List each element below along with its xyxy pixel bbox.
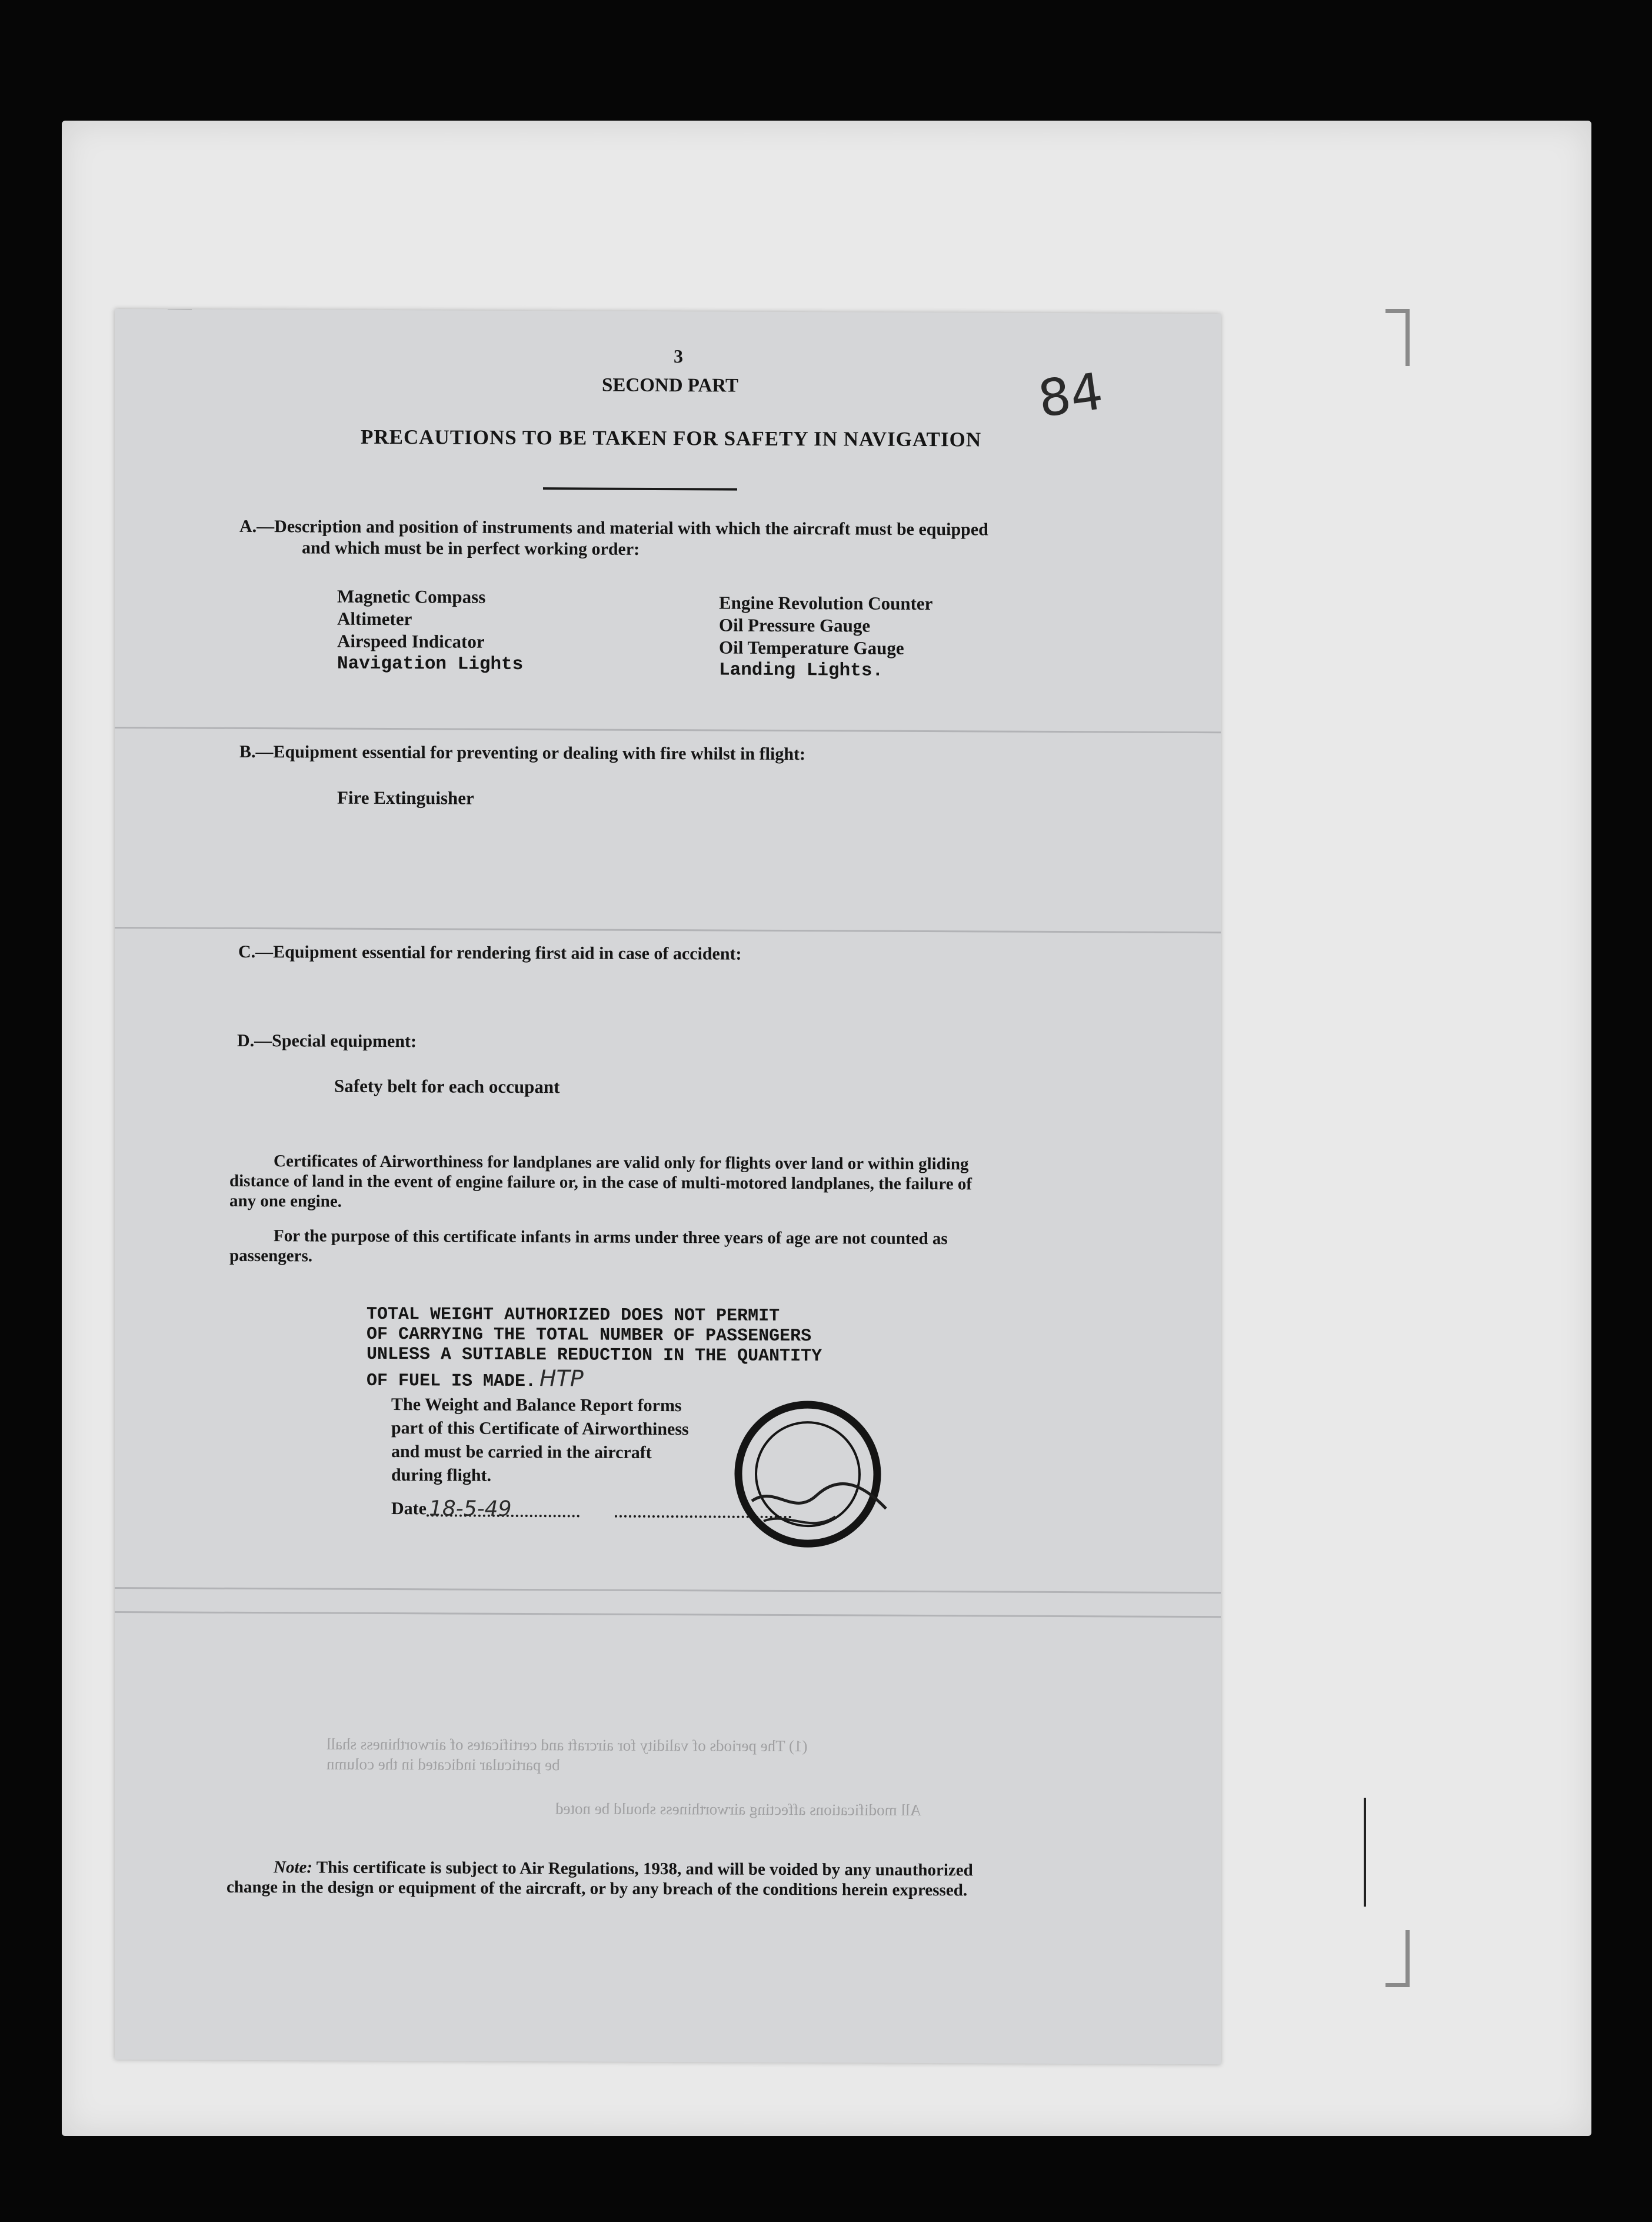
stamp-line: part of this Certificate of Airworthiness	[391, 1418, 689, 1439]
instrument-item: Oil Pressure Gauge	[719, 614, 871, 636]
page-number: 3	[674, 345, 683, 367]
section-d-item: Safety belt for each occupant	[334, 1075, 560, 1097]
date-field	[427, 1496, 579, 1521]
typed-instrument-item: Navigation Lights	[337, 653, 524, 676]
section-c-label: C.—Equipment essential for rendering first aid in case of accident:	[238, 942, 742, 964]
infants-paragraph	[229, 1226, 1106, 1270]
instrument-item: Engine Revolution Counter	[719, 592, 933, 614]
note-paragraph	[227, 1857, 1109, 1901]
fold-line	[115, 927, 1221, 933]
fold-line	[115, 727, 1221, 733]
typed-line: OF FUEL IS MADE.	[367, 1371, 537, 1392]
bleed-through-text: (1) The periods of validity for aircraft and certificates of airworthiness shall be particular indicated in the column All modifications affecting airworthiness should be noted	[327, 1735, 921, 1819]
section-d-label: D.—Special equipment:	[237, 1030, 417, 1052]
instrument-item: Magnetic Compass	[337, 586, 486, 607]
stamp-line: during flight.	[391, 1465, 492, 1485]
certificate-page	[115, 309, 1221, 2064]
note-line: This certificate is subject to Air Regulations, 1938, and will be voided by any unauthorized	[316, 1858, 973, 1880]
weight-balance-stamp	[391, 1393, 689, 1488]
handwritten-folio-number: 84	[1034, 362, 1107, 430]
fold-line	[115, 1611, 1221, 1618]
section-a-left-list	[337, 586, 523, 675]
section-b-label: B.—Equipment essential for preventing or dealing with fire whilst in flight:	[239, 741, 806, 764]
paragraph-line: any one engine.	[229, 1191, 342, 1211]
crop-mark-bottom-right	[1385, 1930, 1410, 1987]
section-b-item: Fire Extinguisher	[337, 787, 474, 809]
part-heading: SECOND PART	[602, 374, 738, 397]
stamp-line: and must be carried in the aircraft	[391, 1442, 652, 1462]
instrument-item: Oil Temperature Gauge	[719, 637, 904, 658]
handwritten-initials: HTP	[539, 1365, 584, 1392]
stamp-line: The Weight and Balance Report forms	[391, 1395, 682, 1416]
typed-line: UNLESS A SUTIABLE REDUCTION IN THE QUANTITY	[367, 1344, 822, 1367]
section-a-label: A.—Description and position of instruments and material with which the aircraft must be equipped	[239, 516, 988, 540]
instrument-item: Airspeed Indicator	[337, 630, 485, 652]
section-a-label-cont: and which must be in perfect working order:	[302, 538, 640, 559]
title-rule	[543, 487, 737, 490]
page-title: PRECAUTIONS TO BE TAKEN FOR SAFETY IN NAVIGATION	[361, 425, 982, 451]
typed-weight-notice	[367, 1305, 822, 1393]
section-a-right-list	[719, 591, 932, 681]
typed-instrument-item: Landing Lights.	[719, 660, 884, 681]
official-seal-stamp	[728, 1396, 887, 1553]
paragraph-line: distance of land in the event of engine failure or, in the case of multi-motored landplanes, the failure of	[229, 1171, 972, 1194]
handwritten-date: 18-5-49	[428, 1496, 512, 1521]
paragraph-line: For the purpose of this certificate infants in arms under three years of age are not counted as	[274, 1226, 948, 1249]
note-line: change in the design or equipment of the aircraft, or by any breach of the conditions herein expressed.	[227, 1877, 968, 1900]
instrument-item: Altimeter	[337, 608, 412, 630]
paragraph-line: Certificates of Airworthiness for landplanes are valid only for flights over land or within gliding	[274, 1152, 969, 1174]
crop-mark-top-right	[1385, 309, 1410, 366]
date-label: Date	[391, 1499, 427, 1519]
typed-line: TOTAL WEIGHT AUTHORIZED DOES NOT PERMIT	[367, 1304, 780, 1326]
validity-paragraph	[229, 1151, 1106, 1215]
film-edge-mark	[1364, 1798, 1366, 1907]
paragraph-line: passengers.	[229, 1246, 312, 1266]
fold-line	[115, 1587, 1221, 1594]
note-label: Note:	[274, 1858, 313, 1877]
typed-line: OF CARRYING THE TOTAL NUMBER OF PASSENGERS	[367, 1324, 812, 1347]
